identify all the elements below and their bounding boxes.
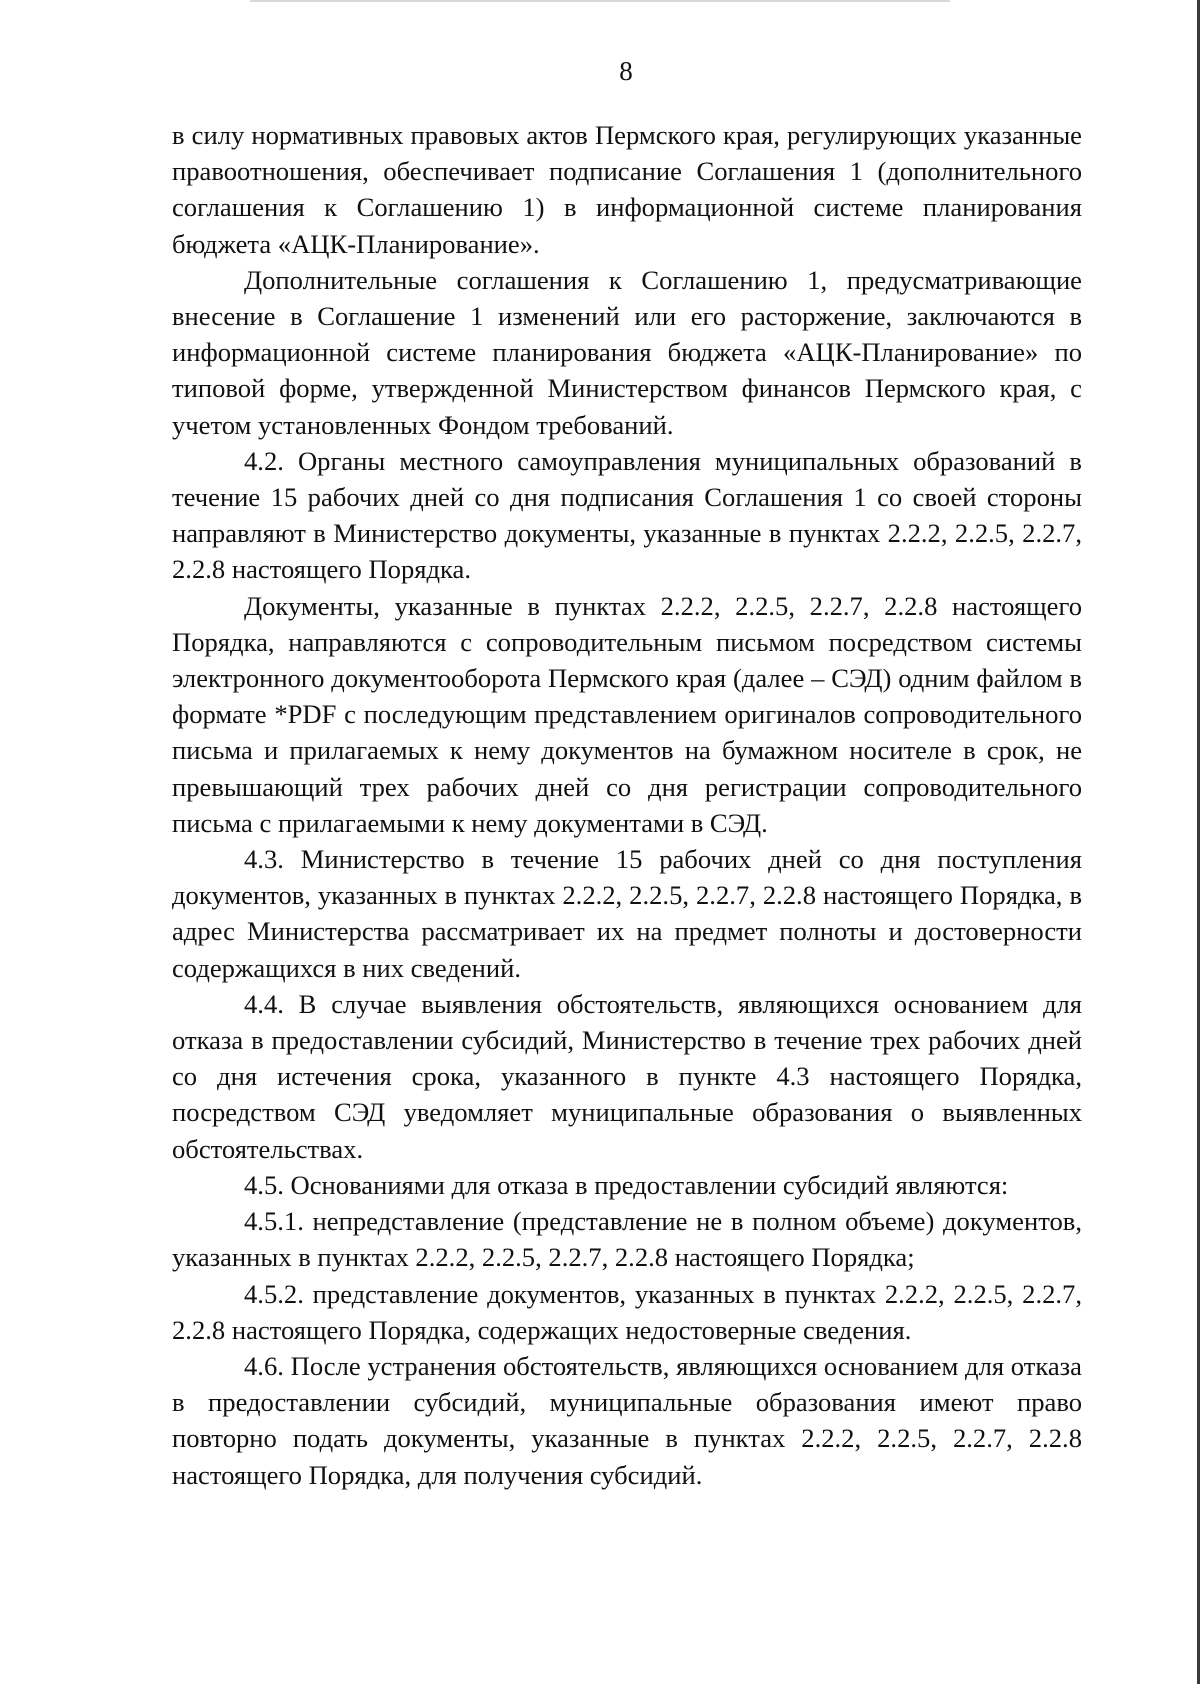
paragraph-documents-submission: Документы, указанные в пунктах 2.2.2, 2.2.5, 2.2.7, 2.2.8 настоящего Порядка, направляются с сопроводительным письмом посредством системы электронного документооборота Пермского края (далее – СЭД) одним файлом в формате *PDF с последующим представлением оригиналов сопроводительного письма и прилагаемых к нему документов на бумажном носителе в срок, не превышающий трех рабочих дней со дня регистрации сопроводительного письма с прилагаемыми к нему документами в СЭД. <box>172 590 1082 838</box>
paragraph-4-5: 4.5. Основаниями для отказа в предоставлении субсидий являются: <box>244 1169 1009 1200</box>
paragraph-continuation: в силу нормативных правовых актов Пермского края, регулирующих указанные правоотношения, обеспечивает подписание Соглашения 1 (дополнительного соглашения к Соглашению 1) в информационной системе планирования бюджета «АЦК-Планирование». <box>172 120 1082 259</box>
scan-edge-top <box>250 0 950 2</box>
paragraph-additional-agreements: Дополнительные соглашения к Соглашению 1, предусматривающие внесение в Соглашение 1 изменений или его расторжение, заключаются в информационной системе планирования бюджета «АЦК-Планирование» по типовой форме, утвержденной Министерством финансов Пермского края, с учетом установленных Фондом требований. <box>172 264 1082 440</box>
document-body <box>172 117 1082 1493</box>
paragraph-4-3: 4.3. Министерство в течение 15 рабочих дней со дня поступления документов, указанных в пунктах 2.2.2, 2.2.5, 2.2.7, 2.2.8 настоящего Порядка, в адрес Министерства рассматривает их на предмет полноты и достоверности содержащихся в них сведений. <box>172 844 1082 983</box>
paragraph-4-6: 4.6. После устранения обстоятельств, являющихся основанием для отказа в предоставлении субсидий, муниципальные образования имеют право повторно подать документы, указанные в пунктах 2.2.2, 2.2.5, 2.2.7, 2.2.8 настоящего Порядка, для получения субсидий. <box>172 1350 1082 1490</box>
paragraph-4-5-2: 4.5.2. представление документов, указанных в пунктах 2.2.2, 2.2.5, 2.2.7, 2.2.8 настоящего Порядка, содержащих недостоверные сведения. <box>172 1278 1082 1345</box>
page-number: 8 <box>619 56 633 86</box>
paragraph-4-5-1: 4.5.1. непредставление (представление не в полном объеме) документов, указанных в пунктах 2.2.2, 2.2.5, 2.2.7, 2.2.8 настоящего Порядка; <box>172 1206 1082 1273</box>
paragraph-4-4: 4.4. В случае выявления обстоятельств, являющихся основанием для отказа в предоставлении субсидий, Министерство в течение трех рабочих дней со дня истечения срока, указанного в пункте 4.3 настоящего Порядка, посредством СЭД уведомляет муниципальные образования о выявленных обстоятельствах. <box>172 988 1082 1164</box>
paragraph-4-2: 4.2. Органы местного самоуправления муниципальных образований в течение 15 рабочих дней со дня подписания Соглашения 1 со своей стороны направляют в Министерство документы, указанные в пунктах 2.2.2, 2.2.5, 2.2.7, 2.2.8 настоящего Порядка. <box>172 445 1082 585</box>
